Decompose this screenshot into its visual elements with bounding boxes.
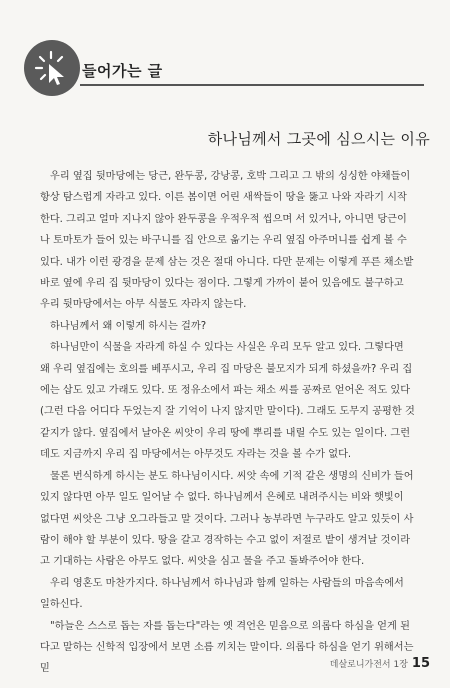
page-footer xyxy=(330,656,430,671)
paragraph: 하나님만이 식물을 자라게 하실 수 있다는 사실은 우리 모두 알고 있다. 그렇다면 왜 우리 옆집에는 호의를 베푸시고, 우리 집 마당은 불모지가 되게 하셨을까? 우리 집에는 삽도 있고 가래도 있다. 또 정유소에서 파는 채소 씨를 공짜로 얻어온 적도 있다(그런 다음 어디다 두었는지 잘 기억이 나지 않지만 말이다). 그래도 도무지 공평한 것 같지가 않다. 옆집에서 날아온 씨앗이 우리 땅에 뿌리를 내릴 수도 있는 일이다. 그런데도 지금까지 우리 집 마당에서는 아무것도 자라는 것을 볼 수가 없다. xyxy=(40,342,415,461)
paragraph: 우리 옆집 뒷마당에는 당근, 완두콩, 강낭콩, 호박 그리고 그 밖의 싱싱한 야채들이 항상 탐스럽게 자라고 있다. 이른 봄이면 어린 새싹들이 땅을 뚫고 나와 자라기 시작한다. 그리고 얼마 지나지 않아 완두콩을 우적우적 씹으며 서 있거나, 아니면 당근이나 토마토가 들어 있는 바구니를 집 안으로 옮기는 우리 옆집 아주머니를 쉽게 볼 수 있다. 내가 이런 광경을 문제 삼는 것은 절대 아니다. 다만 문제는 이렇게 푸른 채소밭 바로 옆에 우리 집 뒷마당이 있다는 점이다. 그렇게 가까이 붙어 있음에도 불구하고 우리 뒷마당에서는 아무 식물도 자라지 않는다. xyxy=(40,171,414,311)
chapter-title: 하나님께서 그곳에 심으시는 이유 xyxy=(207,130,430,148)
paragraph: "하늘은 스스로 돕는 자를 돕는다"라는 옛 격언은 믿음으로 의롭다 하심을 얻게 된다고 말하는 신학적 입장에서 보면 소름 끼치는 말이다. 의롭다 하심을 얻기 위해서는 믿 xyxy=(40,620,414,675)
paragraph: 우리 영혼도 마찬가지다. 하나님께서 하나님과 함께 일하는 사람들의 마음속에서 일하신다. xyxy=(40,577,404,611)
body-text xyxy=(40,166,416,680)
cursor-click-icon xyxy=(32,48,72,88)
chapter-header xyxy=(24,40,424,96)
running-head: 데살로니가전서 1장 xyxy=(329,660,408,670)
page-number: 15 xyxy=(411,656,430,671)
paragraph: 물론 번식하게 하시는 분도 하나님이시다. 씨앗 속에 기적 같은 생명의 신비가 들어 있지 않다면 아무 일도 일어날 수 없다. 하나님께서 은혜로 내려주시는 비와 햇빛이 없다면 씨앗은 그냥 오그라들고 말 것이다. 그러나 농부라면 누구라도 알고 있듯이 사람이 해야 할 부분이 있다. 땅을 갈고 경작하는 수고 없이 저절로 밭이 생겨날 것이라고 기대하는 사람은 아무도 없다. 씨앗을 심고 물을 주고 돌봐주어야 한다. xyxy=(40,470,414,568)
intro-label: 들어가는 글 xyxy=(82,62,163,80)
intro-badge xyxy=(24,40,80,96)
header-rule xyxy=(80,84,424,86)
paragraph: 하나님께서 왜 이렇게 하시는 걸까? xyxy=(50,320,207,332)
